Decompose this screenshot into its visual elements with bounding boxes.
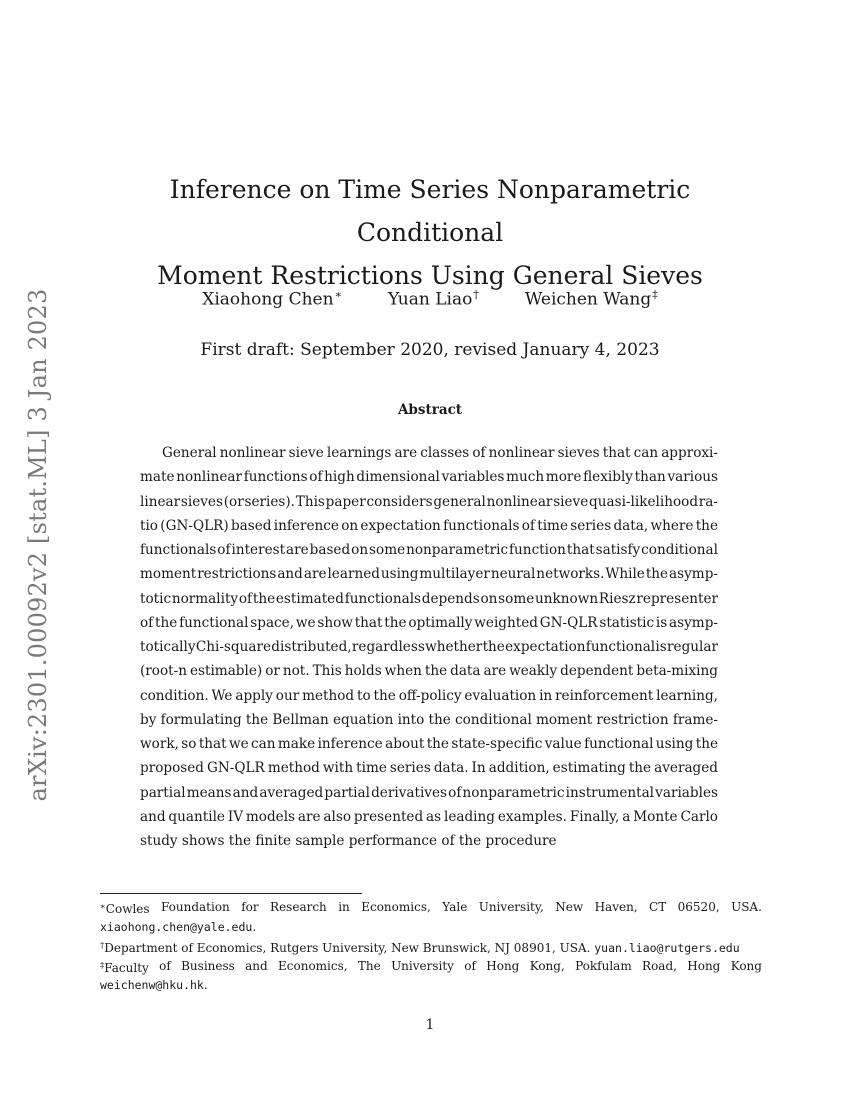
- abstract-body: [140, 441, 718, 853]
- footnote-word: Business: [181, 958, 235, 973]
- author: Weichen Wang‡: [524, 288, 658, 310]
- footnote-2: †Department of Economics, Rutgers University, New Brunswick, NJ 08901, USA. yuan.liao@rutgers.edu: [100, 941, 740, 955]
- abstract-line: proposed GN-QLR method with time series data. In addition, estimating the averaged: [140, 760, 718, 777]
- footnote-word: and: [245, 958, 268, 973]
- footnote-word: Haven,: [594, 900, 638, 914]
- footnote-word: CT: [649, 900, 667, 914]
- footnote-word: The: [357, 958, 381, 973]
- footnote-word: of: [159, 958, 171, 973]
- abstract-line: by formulating the Bellman equation into the conditional moment restriction frame-: [140, 711, 718, 728]
- author: Xiaohong Chen∗: [202, 288, 343, 310]
- footnote-3-email-line: weichenw@hku.hk.: [100, 978, 208, 992]
- footnote-mark: ∗: [334, 288, 343, 301]
- abstract-line: study shows the finite sample performance of the procedure: [140, 833, 557, 849]
- footnote-word: Economics,: [361, 900, 431, 914]
- abstract-line: of the functional space, we show that the optimally weighted GN-QLR statistic is asymp-: [140, 614, 718, 631]
- abstract-line: functionals of interest are based on some nonparametric function that satisfy conditional: [140, 542, 718, 558]
- footnote-word: for: [241, 900, 259, 914]
- footnote-word: Pokfulam: [575, 958, 632, 973]
- footnote-mark: ‡: [100, 960, 105, 971]
- abstract-line: mate nonlinear functions of high dimensional variables much more flexibly than various: [140, 469, 718, 486]
- footnote-word: in: [338, 900, 350, 914]
- footnote-mark: ∗: [100, 902, 106, 912]
- footnote-1: [100, 898, 762, 918]
- footnote-word: Yale: [442, 900, 468, 914]
- author: Yuan Liao†: [388, 288, 479, 310]
- abstract-line: partial means and averaged partial derivatives of nonparametric instrumental variables: [140, 784, 718, 801]
- footnote-word: University,: [478, 900, 544, 914]
- footnote-word: ∗Cowles: [100, 902, 150, 916]
- draft-date: First draft: September 2020, revised January 4, 2023: [200, 340, 660, 360]
- abstract-line: condition. We apply our method to the off-policy evaluation in reinforcement learning,: [140, 687, 718, 704]
- footnote-word: Foundation: [160, 900, 230, 914]
- footnote-word: Kong,: [529, 958, 565, 973]
- abstract-line: General nonlinear sieve learnings are classes of nonlinear sieves that can approxi-: [162, 445, 718, 461]
- page-number: 1: [425, 1017, 435, 1033]
- footnotes: [100, 898, 762, 996]
- abstract-line: totically Chi-square distributed, regardless whether the expectation functional is regular: [140, 639, 718, 655]
- abstract-line: totic normality of the estimated functionals depends on some unknown Riesz representer: [140, 590, 718, 607]
- footnote-word: USA.: [731, 900, 762, 914]
- footnote-3: [100, 957, 762, 977]
- footnote-word: Hong: [687, 958, 721, 973]
- footnote-mark: †: [473, 288, 479, 301]
- footnote-1-email-line: xiaohong.chen@yale.edu.: [100, 919, 257, 934]
- footnote-word: Research: [270, 900, 327, 914]
- email-link[interactable]: xiaohong.chen@yale.edu: [100, 919, 253, 934]
- email-link[interactable]: weichenw@hku.hk: [100, 978, 204, 992]
- arxiv-identifier: arXiv:2301.00092v2 [stat.ML] 3 Jan 2023: [24, 288, 52, 802]
- footnote-word: 06520,: [677, 900, 720, 914]
- footnote-mark: †: [100, 941, 105, 951]
- paper-title: [100, 168, 760, 297]
- footnote-word: Road,: [642, 958, 677, 973]
- footnote-mark: ‡: [652, 288, 658, 301]
- footnote-word: ‡Faculty: [100, 960, 149, 975]
- abstract-line: tio (GN-QLR) based inference on expectation functionals of time series data, where the: [140, 517, 718, 534]
- abstract-heading: Abstract: [397, 402, 463, 418]
- title-line-2: Moment Restrictions Using General Sieves: [157, 261, 703, 290]
- footnote-word: Hong: [486, 958, 520, 973]
- abstract-line: and quantile IV models are also presented as leading examples. Finally, a Monte Carlo: [140, 808, 718, 825]
- author-list: [100, 288, 760, 310]
- abstract-line: moment restrictions and are learned using multilayer neural networks. While the asymp-: [140, 566, 718, 583]
- footnote-word: New: [555, 900, 584, 914]
- abstract-line: linear sieves (or series). This paper considers general nonlinear sieve quasi-likelihood ra-: [140, 493, 718, 510]
- footnote-divider: [100, 893, 362, 894]
- footnote-word: University: [391, 958, 454, 973]
- abstract-line: work, so that we can make inference about the state-specific value functional using the: [140, 736, 718, 752]
- abstract-line: (root-n estimable) or not. This holds when the data are weakly dependent beta-mixing: [140, 663, 718, 680]
- footnote-word: of: [464, 958, 476, 973]
- email-link[interactable]: yuan.liao@rutgers.edu: [594, 941, 740, 955]
- title-line-1: Inference on Time Series Nonparametric Conditional: [169, 175, 691, 247]
- footnote-word: Kong: [730, 958, 762, 973]
- footnote-word: Economics,: [278, 958, 348, 973]
